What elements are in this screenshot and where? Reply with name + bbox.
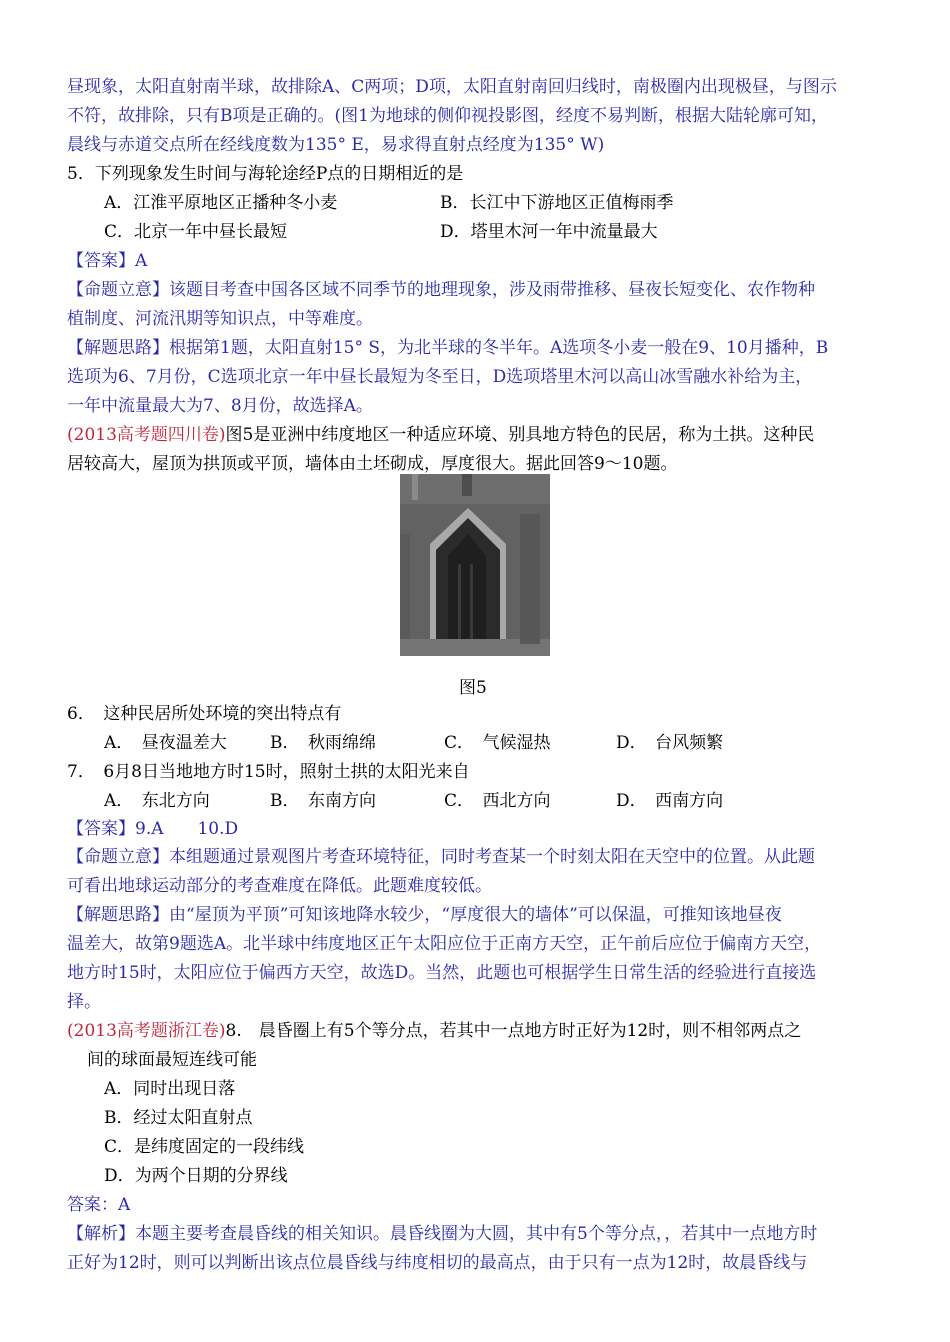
q8-analysis: 【解析】本题主要考查晨昏线的相关知识。晨昏线圈为大圆，其中有5个等分点，，若其中一点地方时 [67,1224,818,1244]
question-5-stem: 5．下列现象发生时间与海轮途经P点的日期相近的是 [67,164,464,184]
q6-option-c: C． 气候湿热 [444,733,551,753]
text-line: 不符，故排除，只有B项是正确的。(图1为地球的侧仰视投影图，经度不易判断，根据大陆轮廓可知， [67,106,828,126]
q5-idea: 选项为6、7月份，C选项北京一年中昼长最短为冬至日，D选项塔里木河以高山冰雪融水补给为主， [67,367,813,387]
q7-intent: 可看出地球运动部分的考查难度在降低。此题难度较低。 [67,876,492,896]
question-6-stem: 6． 这种民居所处环境的突出特点有 [67,704,342,724]
q5-option-c: C．北京一年中昼长最短 [104,222,288,242]
question-8-stem: 间的球面最短连线可能 [87,1050,257,1070]
q5-option-a: A．江淮平原地区正播种冬小麦 [104,193,338,213]
q7-idea: 温差大，故第9题选A。北半球中纬度地区正午太阳应位于正南方天空，正午前后应位于偏南方天空， [67,934,822,954]
q7-option-b: B． 东南方向 [270,791,376,811]
q6-option-b: B． 秋雨绵绵 [270,733,376,753]
q5-answer: 【答案】A [67,251,148,271]
q8-option-b: B．经过太阳直射点 [104,1108,253,1128]
source-tag: (2013高考题四川卷) [67,425,226,445]
q8-answer: 答案：A [67,1195,131,1215]
question-8-stem [67,1019,801,1043]
q7-option-d: D． 西南方向 [616,791,724,811]
text-line: 晨线与赤道交点所在经线度数为135° E，易求得直射点经度为135° W) [67,135,605,155]
q7-option-c: C． 西北方向 [444,791,551,811]
sichuan-intro: 居较高大，屋顶为拱顶或平顶，墙体由土坯砌成，厚度很大。据此回答9～10题。 [67,454,678,474]
q7-answer: 【答案】9.A 10.D [67,819,239,839]
q8-option-a: A．同时出现日落 [104,1079,236,1099]
q5-idea: 【解题思路】根据第1题，太阳直射15° S，为北半球的冬半年。A选项冬小麦一般在9、10月播种，B [67,338,829,358]
q5-idea: 一年中流量最大为7、8月份，故选择A。 [67,396,373,416]
figure-caption: 图5 [459,678,487,698]
q7-intent: 【命题立意】本组题通过景观图片考查环境特征，同时考查某一个时刻太阳在天空中的位置。从此题 [67,847,815,867]
stem-text: 8. 晨昏圈上有5个等分点，若其中一点地方时正好为12时，则不相邻两点之 [225,1021,802,1041]
intro-text: 图5是亚洲中纬度地区一种适应环境、别具地方特色的民居，称为土拱。这种民 [225,425,815,445]
sichuan-intro [67,423,814,447]
text-line: 昼现象，太阳直射南半球，故排除A、C两项；D项，太阳直射南回归线时，南极圈内出现极昼，与图示 [67,77,837,97]
q8-option-d: D．为两个日期的分界线 [104,1166,288,1186]
q7-idea: 【解题思路】由“屋顶为平顶”可知该地降水较少，“厚度很大的墙体”可以保温，可推知该地昼夜 [67,905,782,925]
q7-option-a: A． 东北方向 [104,791,210,811]
q8-analysis: 正好为12时，则可以判断出该点位晨昏线与纬度相切的最高点，由于只有一点为12时，故晨昏线与 [67,1253,808,1273]
q5-option-b: B．长江中下游地区正值梅雨季 [440,193,674,213]
q6-option-a: A． 昼夜温差大 [104,733,227,753]
q8-option-c: C．是纬度固定的一段纬线 [104,1137,305,1157]
q5-intent: 植制度、河流汛期等知识点，中等难度。 [67,309,373,329]
figure-5-photo [400,474,550,656]
q5-intent: 【命题立意】该题目考查中国各区域不同季节的地理现象，涉及雨带推移、昼夜长短变化、农作物种 [67,280,815,300]
source-tag: (2013高考题浙江卷) [67,1021,226,1041]
question-7-stem: 7． 6月8日当地地方时15时，照射土拱的太阳光来自 [67,762,470,782]
q6-option-d: D． 台风频繁 [616,733,724,753]
q5-option-d: D．塔里木河一年中流量最大 [440,222,658,242]
q7-idea: 择。 [67,992,101,1012]
q7-idea: 地方时15时，太阳应位于偏西方天空，故选D。当然，此题也可根据学生日常生活的经验进行直接选 [67,963,817,983]
